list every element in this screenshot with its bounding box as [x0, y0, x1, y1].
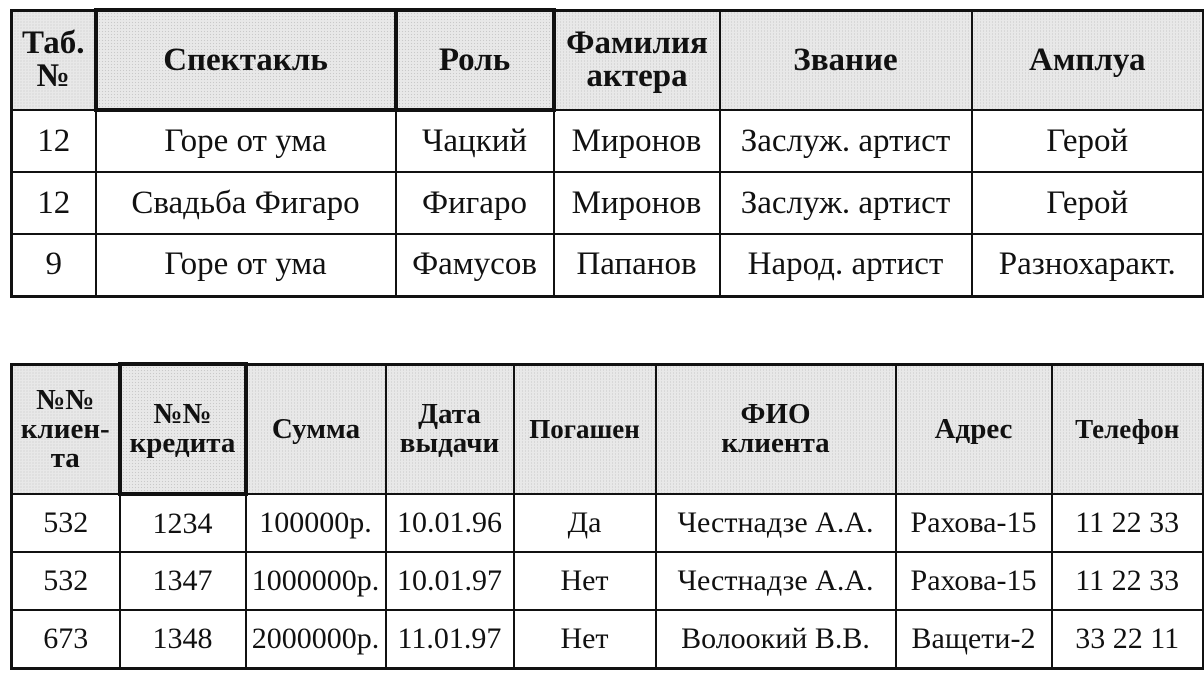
cell-phone: 11 22 33 — [1052, 552, 1204, 610]
cell-credit-no: 1347 — [120, 552, 246, 610]
cell-repaid: Да — [514, 494, 656, 552]
cell-emploi: Герой — [972, 110, 1204, 172]
cell-play: Горе от ума — [96, 110, 396, 172]
cell-emploi: Разнохаракт. — [972, 234, 1204, 296]
header-play: Спектакль — [96, 10, 396, 110]
cell-actor: Папанов — [554, 234, 720, 296]
header-tab-no-line1: Таб. — [22, 25, 85, 62]
cell-role: Чацкий — [396, 110, 554, 172]
cell-play: Горе от ума — [96, 234, 396, 296]
cell-fio: Волоокий В.В. — [656, 610, 896, 668]
header-client-no-line2: клиен- — [20, 412, 110, 445]
table-row — [12, 110, 1204, 172]
cell-date: 11.01.97 — [386, 610, 514, 668]
cell-amount: 2000000р. — [246, 610, 386, 668]
table-row — [12, 172, 1204, 234]
cell-address: Ващети-2 — [896, 610, 1052, 668]
credit-table — [10, 362, 1204, 670]
header-credit-no-line1: №№ — [153, 398, 212, 430]
cell-title: Народ. артист — [720, 234, 972, 296]
theatre-table — [10, 8, 1204, 298]
header-address: Адрес — [896, 364, 1052, 494]
header-date — [386, 364, 514, 494]
cell-repaid: Нет — [514, 610, 656, 668]
header-actor — [554, 10, 720, 110]
cell-title: Заслуж. артист — [720, 110, 972, 172]
cell-fio: Честнадзе А.А. — [656, 494, 896, 552]
header-date-line2: выдачи — [399, 427, 500, 460]
credit-header-row — [12, 364, 1204, 494]
cell-actor: Миронов — [554, 172, 720, 234]
cell-fio: Честнадзе А.А. — [656, 552, 896, 610]
cell-play: Свадьба Фигаро — [96, 172, 396, 234]
cell-tab-no: 12 — [12, 172, 96, 234]
table-row — [12, 234, 1204, 296]
header-phone: Телефон — [1052, 364, 1204, 494]
cell-amount: 1000000р. — [246, 552, 386, 610]
cell-address: Рахова-15 — [896, 552, 1052, 610]
header-tab-no — [12, 10, 96, 110]
header-credit-no-line2: кредита — [129, 427, 236, 459]
cell-date: 10.01.97 — [386, 552, 514, 610]
cell-actor: Миронов — [554, 110, 720, 172]
header-emploi: Амплуа — [972, 10, 1204, 110]
theatre-header-row — [12, 10, 1204, 110]
header-actor-line1: Фамилия — [566, 25, 708, 62]
header-fio-line2: клиента — [721, 427, 830, 460]
table-row — [12, 552, 1204, 610]
cell-role: Фигаро — [396, 172, 554, 234]
cell-phone: 11 22 33 — [1052, 494, 1204, 552]
header-client-no — [12, 364, 120, 494]
header-credit-no — [120, 364, 246, 494]
cell-repaid: Нет — [514, 552, 656, 610]
cell-date: 10.01.96 — [386, 494, 514, 552]
cell-client-no: 532 — [12, 494, 120, 552]
header-fio — [656, 364, 896, 494]
cell-address: Рахова-15 — [896, 494, 1052, 552]
header-amount: Сумма — [246, 364, 386, 494]
cell-tab-no: 9 — [12, 234, 96, 296]
cell-tab-no: 12 — [12, 110, 96, 172]
cell-emploi: Герой — [972, 172, 1204, 234]
header-actor-line2: актера — [586, 58, 688, 95]
cell-role: Фамусов — [396, 234, 554, 296]
cell-credit-no: 1348 — [120, 610, 246, 668]
table-row — [12, 610, 1204, 668]
header-title: Звание — [720, 10, 972, 110]
cell-client-no: 673 — [12, 610, 120, 668]
cell-credit-no: 1234 — [120, 494, 246, 552]
header-date-line1: Дата — [418, 398, 481, 431]
header-client-no-line3: та — [50, 441, 80, 474]
cell-amount: 100000р. — [246, 494, 386, 552]
header-repaid: Погашен — [514, 364, 656, 494]
header-client-no-line1: №№ — [36, 383, 95, 416]
header-fio-line1: ФИО — [740, 398, 811, 431]
table-row — [12, 494, 1204, 552]
cell-client-no: 532 — [12, 552, 120, 610]
cell-phone: 33 22 11 — [1052, 610, 1204, 668]
header-tab-no-line2: № — [36, 58, 70, 95]
cell-title: Заслуж. артист — [720, 172, 972, 234]
header-role: Роль — [396, 10, 554, 110]
